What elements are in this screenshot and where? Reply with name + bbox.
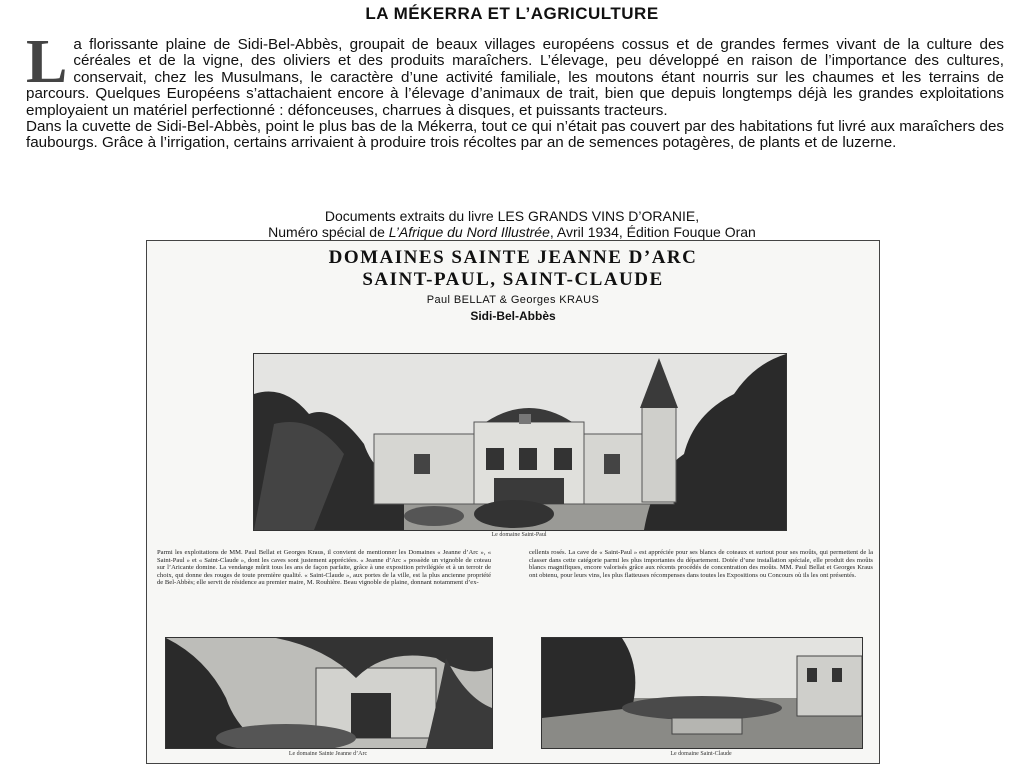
intro-paragraph-2: Dans la cuvette de Sidi-Bel-Abbès, point le plus bas de la Mékerra, tout ce qui n’était pas couvert par des habitations fut livré aux maraîchers des faubourgs. Grâce à l’irrigation, certains arrivaient à produire trois récoltes par an de semences potagères, de plants et de luzerne. xyxy=(26,118,1004,152)
source-line-1: Documents extraits du livre LES GRANDS VINS D’ORANIE, xyxy=(324,208,700,224)
photo-saint-claude xyxy=(541,637,863,749)
photo-saint-paul xyxy=(253,353,787,531)
photo-jeanne-darc xyxy=(165,637,493,749)
source-citation xyxy=(0,208,1024,240)
article-column-right: cellents rosés. La cave de « Saint-Paul » est appréciée pour ses blancs de coteaux et surtout pour ses moûts, qui permettent de la classer dans cette catégorie parmi les plus importantes du département. Dotée d’une installation spéciale, elle produit des moûts blancs magnifiques, encore valorisés grâce aux récents procédés de concentration des moûts. MM. Paul Bellat et Georges Kraus ont obtenu, pour leurs vins, les plus flatteuses récompenses dans toutes les Expositions ou Concours où ils les ont présentés. xyxy=(529,549,873,579)
photo-jeanne-darc-caption: Le domaine Sainte Jeanne d’Arc xyxy=(288,751,368,757)
source-line-2: Numéro spécial de L’Afrique du Nord Illustrée, Avril 1934, Édition Fouque Oran xyxy=(268,224,756,240)
clipping-heading-2: SAINT-PAUL, SAINT-CLAUDE xyxy=(362,269,664,290)
villa-photo-drawing xyxy=(254,354,786,530)
saint-claude-photo-drawing xyxy=(542,638,862,748)
photo-saint-paul-caption: Le domaine Saint-Paul xyxy=(491,532,547,538)
article-clipping xyxy=(146,240,880,764)
jeanne-darc-photo-drawing xyxy=(166,638,492,748)
page-title: LA MÉKERRA ET L’AGRICULTURE xyxy=(365,4,659,23)
clipping-heading-1: DOMAINES SAINTE JEANNE D’ARC xyxy=(328,247,698,268)
clipping-city: Sidi-Bel-Abbès xyxy=(470,309,556,323)
drop-cap: L xyxy=(26,28,68,96)
article-column-left: Parmi les exploitations de MM. Paul Bellat et Georges Kraus, il convient de mentionner les Domaines « Jeanne d’Arc », « Saint-Paul » et « Saint-Claude », dont les caves sont justement appréciées. « Jeanne d’Arc » possède un vignoble de coteau sur l’Aricante domine. La vendange mûrit tous les ans de façon parfaite, grâce à une exposition privilégiée et à un terroir de choix, qui donne des rouges de toute première qualité. « Saint-Claude », aux portes de la ville, est la plus ancienne propriété de Bel-Abbès; elle servit de résidence au premier maire, M. Rouhière. Beau vignoble de plaine, donnant notamment d’ex- xyxy=(157,549,491,587)
intro-text xyxy=(26,28,1004,152)
intro-paragraph-1: a florissante plaine de Sidi-Bel-Abbès, groupait de beaux villages européens cossus et de grandes fermes vivant de la culture des céréales et de la vigne, des oliviers et des produits maraîchers. L’élevage, peu développé en raison de l’importance des cultures, conservait, chez les Musulmans, le caractère d’une activité familiale, les moutons étant nourris sur les chaumes et les terrains de parcours. Quelques Européens s’attachaient encore à l’élevage d’animaux de trait, bien que depuis longtemps déjà les grandes exploitations employaient un matériel perfectionné : défonceuses, charrues à disques, et puissants tracteurs. xyxy=(26,36,1004,119)
photo-saint-claude-caption: Le domaine Saint-Claude xyxy=(670,751,732,757)
clipping-owners: Paul BELLAT & Georges KRAUS xyxy=(426,294,600,306)
